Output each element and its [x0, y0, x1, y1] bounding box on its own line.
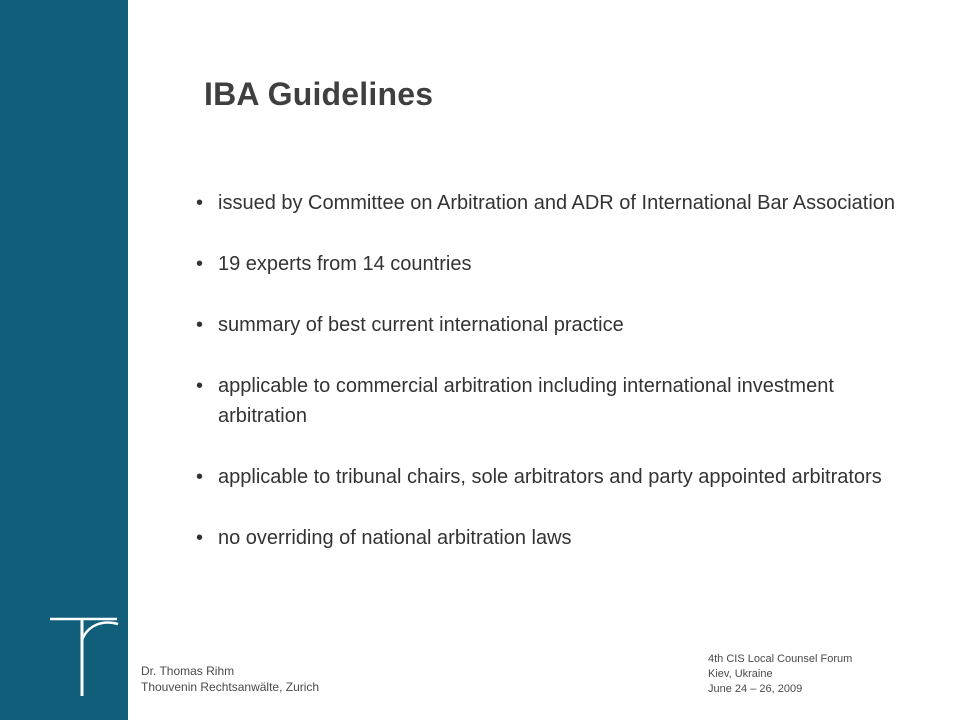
event-footer [708, 652, 852, 697]
author-firm: Thouvenin Rechtsanwälte, Zurich [141, 680, 320, 694]
bullet-item: • applicable to tribunal chairs, sole arbitrators and party appointed arbitrators [196, 462, 926, 492]
slide-title: IBA Guidelines [204, 76, 434, 112]
event-dates: June 24 – 26, 2009 [708, 683, 803, 695]
bullet-item: • 19 experts from 14 countries [196, 249, 926, 279]
firm-logo-icon [48, 612, 120, 698]
event-name: 4th CIS Local Counsel Forum [708, 653, 853, 665]
author-footer [141, 663, 319, 695]
sidebar-band [0, 0, 128, 720]
bullet-item: • applicable to commercial arbitration including international investment arbitration [196, 371, 926, 431]
bullet-list [196, 188, 926, 584]
author-name: Dr. Thomas Rihm [141, 664, 235, 678]
bullet-item: • summary of best current international practice [196, 310, 926, 340]
bullet-item: • no overriding of national arbitration laws [196, 523, 926, 553]
event-location: Kiev, Ukraine [708, 668, 773, 680]
bullet-item: • issued by Committee on Arbitration and ADR of International Bar Association [196, 188, 926, 218]
